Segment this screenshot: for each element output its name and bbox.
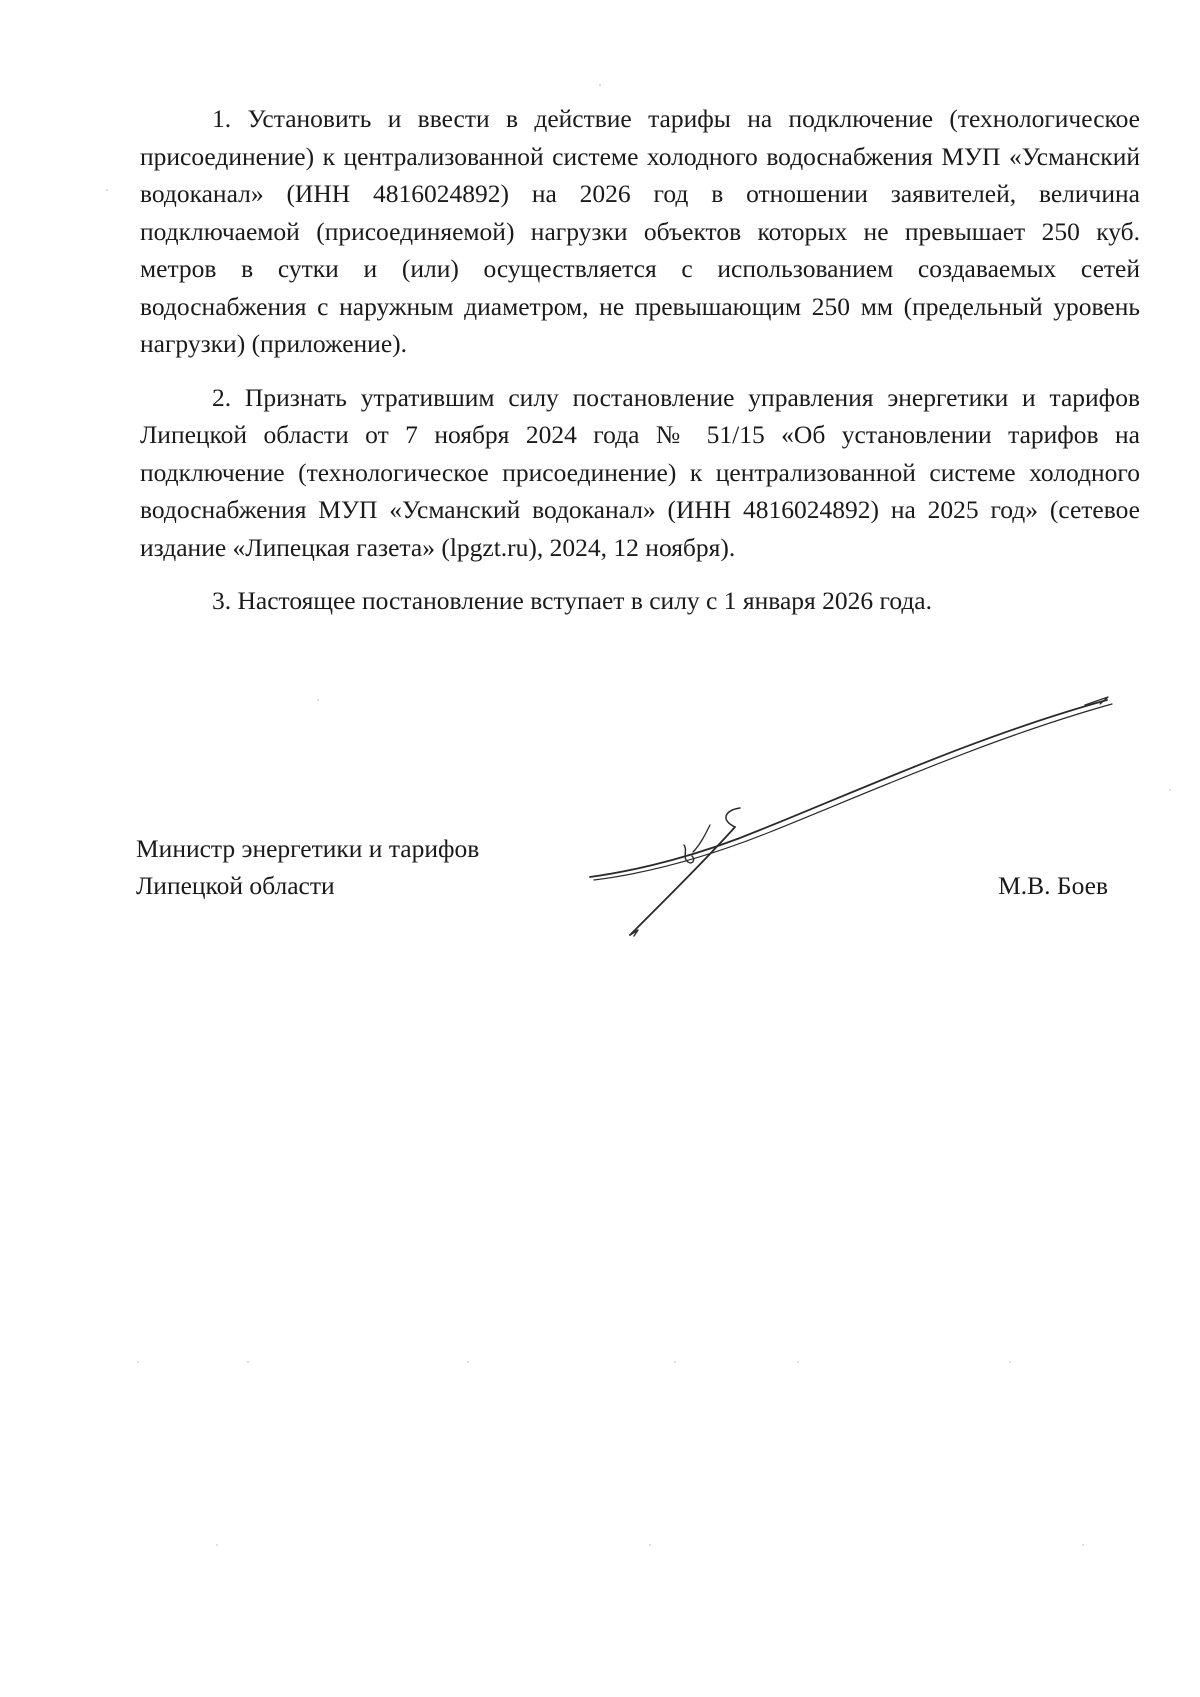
signatory-position-line-2: Липецкой области xyxy=(136,871,335,900)
signatory-name: М.В. Боев xyxy=(998,871,1108,900)
signatory-position-line-1: Министр энергетики и тарифов xyxy=(136,834,480,863)
paragraph-3: 3. Настоящее постановление вступает в силу с 1 января 2026 года. xyxy=(212,586,933,615)
paragraph-1: 1. Установить и ввести в действие тарифы на подключение (технологическое присоединение) к централизованной системе холодного водоснабжения МУП «Усманский водоканал» (ИНН 4816024892) на 2026 год в отношении заявителей, величина подключаемой (присоединяемой) нагрузки объектов которых не превышает 250 куб. метров в сутки и (или) осуществляется с использованием создаваемых сетей водоснабжения с наружным диаметром, не превышающим 250 мм (предельный уровень нагрузки) (приложение). xyxy=(140,104,1140,358)
paragraph-2: 2. Признать утратившим силу постановление управления энергетики и тарифов Липецкой области от 7 ноября 2024 года № 51/15 «Об установлении тарифов на подключение (технологическое присоединение) к централизованной системе холодного водоснабжения МУП «Усманский водоканал» (ИНН 4816024892) на 2025 год» (сетевое издание «Липецкая газета» (lpgzt.ru), 2024, 12 ноября). xyxy=(140,382,1140,562)
